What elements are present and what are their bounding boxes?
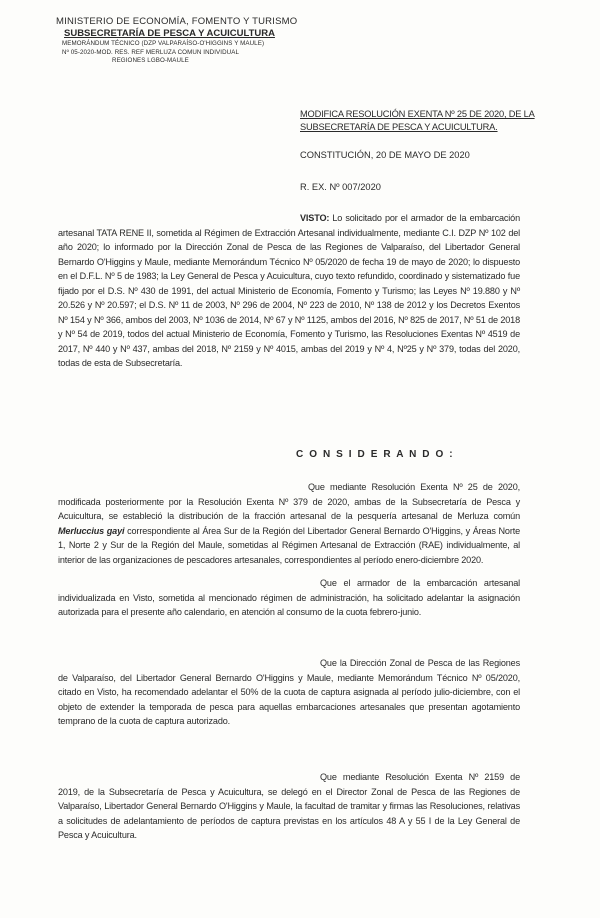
resolution-number: R. EX. Nº 007/2020 bbox=[300, 182, 381, 192]
species-name: Merluccius gayi bbox=[58, 525, 125, 536]
considerando-p2-text: Que el armador de la embarcación artesanal individualizada en Visto, sometida al mencionado régimen de administración, ha solicitado adelantar la asignación autorizada para el presente año calendario, en atención al consumo de la cuota febrero-junio. bbox=[58, 578, 520, 618]
considerando-heading: C O N S I D E R A N D O : bbox=[296, 449, 455, 460]
visto-label: VISTO: bbox=[300, 213, 330, 223]
visto-text: Lo solicitado por el armador de la embarcación artesanal TATA RENE II, sometida al Régimen de Extracción Artesanal individualmente, mediante C.I. DZP Nº 102 del año 2020; lo informado por la Dirección Zonal de Pesca de las Regiones de Valparaíso, del Libertador General Bernardo O'Higgins y Maule, mediante Memorándum Técnico Nº 05/2020 de fecha 19 de mayo de 2020; lo dispuesto en el D.F.L. Nº 5 de 1983; la Ley General de Pesca y Acuicultura, cuyo texto refundido, coordinado y sistematizado fue fijado por el D.S. Nº 430 de 1991, del actual Ministerio de Economía, Fomento y Turismo; las Leyes Nº 19.880 y Nº 20.526 y Nº 20.597; el D.S. Nº 11 de 2003, Nº 296 de 2004, Nº 223 de 2010, Nº 138 de 2012 y los Decretos Exentos Nº 154 y Nº 366, ambos del 2003, Nº 1036 de 2014, Nº 67 y Nº 1125, ambos del 2016, Nº 825 de 2017, Nº 51 de 2018 y Nº 54 de 2019, todos del actual Ministerio de Economía, Fomento y Turismo, las Resoluciones Exentas Nº 4519 de 2017, Nº 440 y Nº 437, ambas del 2018, Nº 2159 y Nº 4015, ambas del 2019 y Nº 4, Nº25 y Nº 379, todas del 2020, todas de esta de Subsecretaría. bbox=[58, 213, 520, 369]
considerando-p4-text: Que mediante Resolución Exenta Nº 2159 de 2019, de la Subsecretaría de Pesca y Acuicultura, se delegó en el Director Zonal de Pesca de las Regiones de Valparaíso, Libertador General Bernardo O'Higgins y Maule, la facultad de tramitar y firmas las Resoluciones, relativas a solicitudes de adelantamiento de períodos de captura previstas en los artículos 48 A y 55 I de la Ley General de Pesca y Acuicultura. bbox=[58, 772, 520, 841]
considerando-paragraph-1 bbox=[58, 480, 520, 567]
place-date: CONSTITUCIÓN, 20 DE MAYO DE 2020 bbox=[300, 150, 470, 160]
resolution-title: MODIFICA RESOLUCIÓN EXENTA Nº 25 DE 2020, DE LA SUBSECRETARÍA DE PESCA Y ACUICULTURA. bbox=[300, 109, 535, 132]
considerando-p1-text-a: Que mediante Resolución Exenta Nº 25 de 2020, modificada posteriormente por la Resolución Exenta Nº 379 de 2020, ambas de la Subsecretaría de Pesca y Acuicultura, se estableció la distribución de la fracción artesanal de la pesquería artesanal de Merluza común bbox=[58, 482, 520, 522]
visto-paragraph bbox=[58, 211, 520, 371]
memo-reference-line-3: REGIONES LGBO-MAULE bbox=[112, 57, 189, 64]
considerando-paragraph-4 bbox=[58, 770, 520, 843]
letterhead bbox=[56, 16, 316, 66]
ministry-name: MINISTERIO DE ECONOMÍA, FOMENTO Y TURISMO bbox=[56, 16, 298, 27]
considerando-p1-text-b: correspondiente al Área Sur de la Región del Libertador General Bernardo O'Higgins, y Áreas Norte 1, Norte 2 y Sur de la Región del Maule, sometidas al Régimen Artesanal de Extracción (RAE) individualmente, al interior de las organizaciones de pescadores artesanales, correspondientes al período enero-diciembre 2020. bbox=[58, 525, 520, 565]
memo-reference-line-2: Nº 05-2020-MOD. RES. REF MERLUZA COMUN INDIVIDUAL bbox=[62, 48, 240, 56]
subsecretaria-name: SUBSECRETARÍA DE PESCA Y ACUICULTURA bbox=[64, 28, 275, 39]
considerando-p3-text: Que la Dirección Zonal de Pesca de las Regiones de Valparaíso, del Libertador General Bernardo O'Higgins y Maule, mediante Memorándum Técnico Nº 05/2020, citado en Visto, ha recomendado adelantar el 50% de la cuota de captura asignada al período julio-diciembre, con el objeto de extender la temporada de pesca para aquellas embarcaciones artesanales que presentan agotamiento temprano de la cuota de captura autorizado. bbox=[58, 658, 520, 727]
considerando-paragraph-3 bbox=[58, 656, 520, 729]
considerando-paragraph-2 bbox=[58, 576, 520, 620]
memo-reference-line-1: MEMORÁNDUM TÉCNICO (DZP VALPARAÍSO-O'HIGGINS Y MAULE) bbox=[62, 40, 265, 47]
